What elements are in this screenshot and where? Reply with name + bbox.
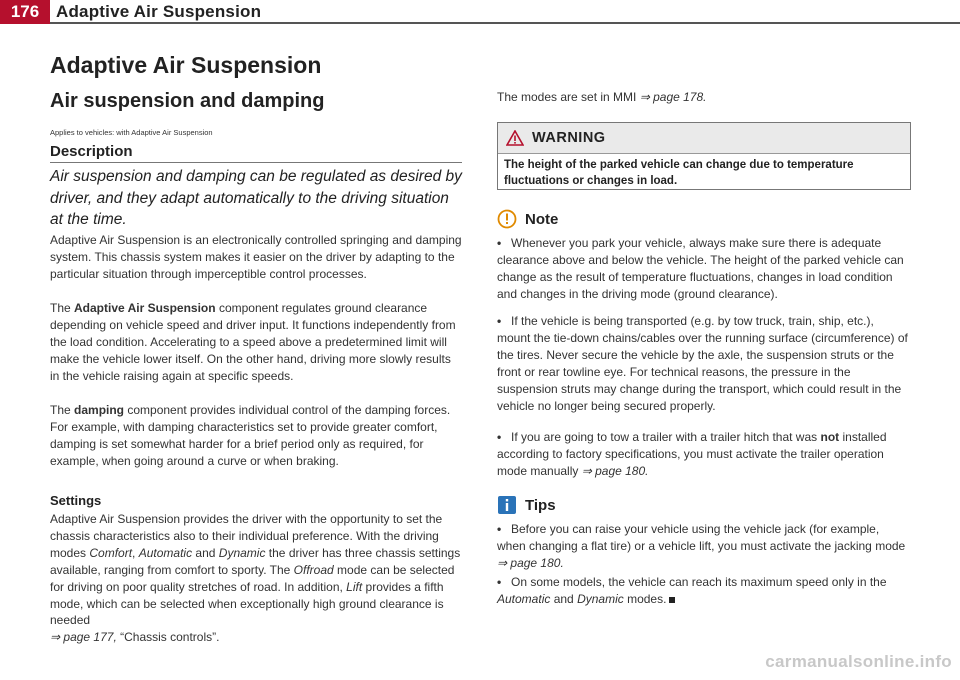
bullet-dot: • (497, 522, 502, 536)
mode-offroad: Offroad (293, 562, 334, 577)
warning-title: WARNING (532, 130, 606, 146)
text: The modes are set in MMI (497, 90, 640, 104)
section-title: Air suspension and damping (50, 90, 325, 112)
page-reference-link[interactable]: ⇒ page 180. (581, 463, 649, 478)
text: the driver has three chassis settings available, ranging from comfort to sporty. The (50, 545, 461, 577)
tips-bullet-2 (497, 574, 910, 608)
mode-lift: Lift (346, 579, 363, 594)
info-icon (497, 495, 517, 515)
bullet-dot: • (497, 430, 502, 444)
note-title: Note (525, 210, 559, 228)
text: The (50, 403, 75, 417)
description-heading: Description (50, 143, 462, 163)
watermark: carmanualsonline.info (765, 652, 952, 671)
tips-heading (497, 495, 556, 515)
text: If the vehicle is being transported (e.g. by tow truck, train, ship, etc.), mount the tie-down chains/cables over the running surface (circumference) of the tires. Never secure the vehicle by the axle, the suspension struts or the front or rear towline eye. For technical reasons, the pressure in the suspension struts may change during the transport, which could result in the vehicle no longer being secured properly. (497, 314, 908, 413)
term-adaptive-air-suspension: Adaptive Air Suspension (74, 301, 216, 315)
term-damping: damping (74, 403, 125, 417)
warning-box (497, 122, 911, 190)
paragraph-suspension (50, 300, 462, 385)
paragraph-damping (50, 402, 462, 470)
warning-triangle-icon (506, 130, 524, 146)
text: provides a fifth mode, which can be selected when exceptionally high ground clearance is needed (50, 579, 444, 628)
mode-dynamic: Dynamic (577, 591, 624, 606)
lead-paragraph: Air suspension and damping can be regulated as desired by driver, and they adapt automatically to the driving situation at the time. (50, 168, 462, 228)
text: installed according to factory specifications, you must activate the trailer operation mode manually (497, 430, 887, 478)
note-heading (497, 209, 558, 229)
warning-header (498, 123, 910, 154)
paragraph-settings (50, 511, 462, 646)
end-of-section-mark (669, 597, 675, 603)
text: “Chassis controls”. (116, 630, 220, 645)
warning-text: The height of the parked vehicle can change due to temperature fluctuations or changes in load. (504, 159, 854, 187)
tips-bullet-1 (497, 521, 910, 572)
text: Whenever you park your vehicle, always make sure there is adequate clearance above and below the vehicle. The height of the parked vehicle can change as the result of temperature fluctuations, changes in load condition and changes in the driving mode (ground clearance). (497, 236, 904, 301)
paragraph-intro: Adaptive Air Suspension is an electronically controlled springing and damping system. This chassis system makes it easier on the driver by adapting to the particular situation through imperceptible control processes. (50, 233, 462, 281)
page-reference-link[interactable]: ⇒ page 180. (497, 555, 564, 570)
text: The (50, 301, 75, 315)
mode-comfort: Comfort (89, 545, 133, 560)
running-title: Adaptive Air Suspension (56, 2, 262, 21)
text: Before you can raise your vehicle using the vehicle jack (for example, when changing a flat tire) or a vehicle lift, you must activate the jacking mode (497, 522, 906, 553)
mode-automatic: Automatic (497, 591, 551, 606)
settings-heading: Settings (50, 493, 102, 508)
bullet-dot: • (497, 236, 502, 250)
text: component provides individual control of the damping forces. For example, with damping characteristics set to provide greater comfort, damping is set somewhat harder for a brief period only as required, for example, when going around a curve or when braking. (50, 403, 451, 468)
text: component regulates ground clearance depending on vehicle speed and driver input. It functions independently from the load condition. Accelerating to a speed above a predetermined limit will make the vehicle lower itself. On the other hand, driving more slowly results in the vehicle raising again at specific speeds. (50, 301, 456, 383)
mode-dynamic: Dynamic (218, 545, 266, 560)
text: On some models, the vehicle can reach its maximum speed only in the (511, 575, 887, 589)
header-rule (50, 22, 960, 24)
note-bullet-3 (497, 429, 910, 480)
text: modes. (623, 591, 667, 606)
applies-to-note: Applies to vehicles: with Adaptive Air Suspension (50, 128, 213, 137)
page-number-badge: 176 (0, 0, 50, 24)
emphasis-not: not (820, 430, 840, 444)
text: and (192, 545, 219, 560)
text: , (132, 545, 139, 560)
mode-automatic: Automatic (138, 545, 193, 560)
chapter-title: Adaptive Air Suspension (50, 52, 322, 78)
note-circle-icon (497, 209, 517, 229)
tips-title: Tips (525, 496, 556, 514)
text: Adaptive Air Suspension provides the driver with the opportunity to set the chassis characteristics also to their individual preference. With the driving modes (50, 512, 443, 560)
note-bullet-1 (497, 235, 910, 303)
text: and (550, 591, 578, 606)
text: If you are going to tow a trailer with a trailer hitch that was (511, 430, 821, 444)
note-bullet-2 (497, 313, 910, 414)
page-reference-link[interactable]: ⇒ page 177, (50, 630, 117, 645)
page-reference-link[interactable]: ⇒ page 178. (639, 90, 707, 104)
bullet-dot: • (497, 575, 502, 589)
bullet-dot: • (497, 314, 502, 328)
modes-intro (497, 90, 707, 104)
text: mode can be selected for driving on poor quality stretches of road. In addition, (50, 562, 455, 594)
